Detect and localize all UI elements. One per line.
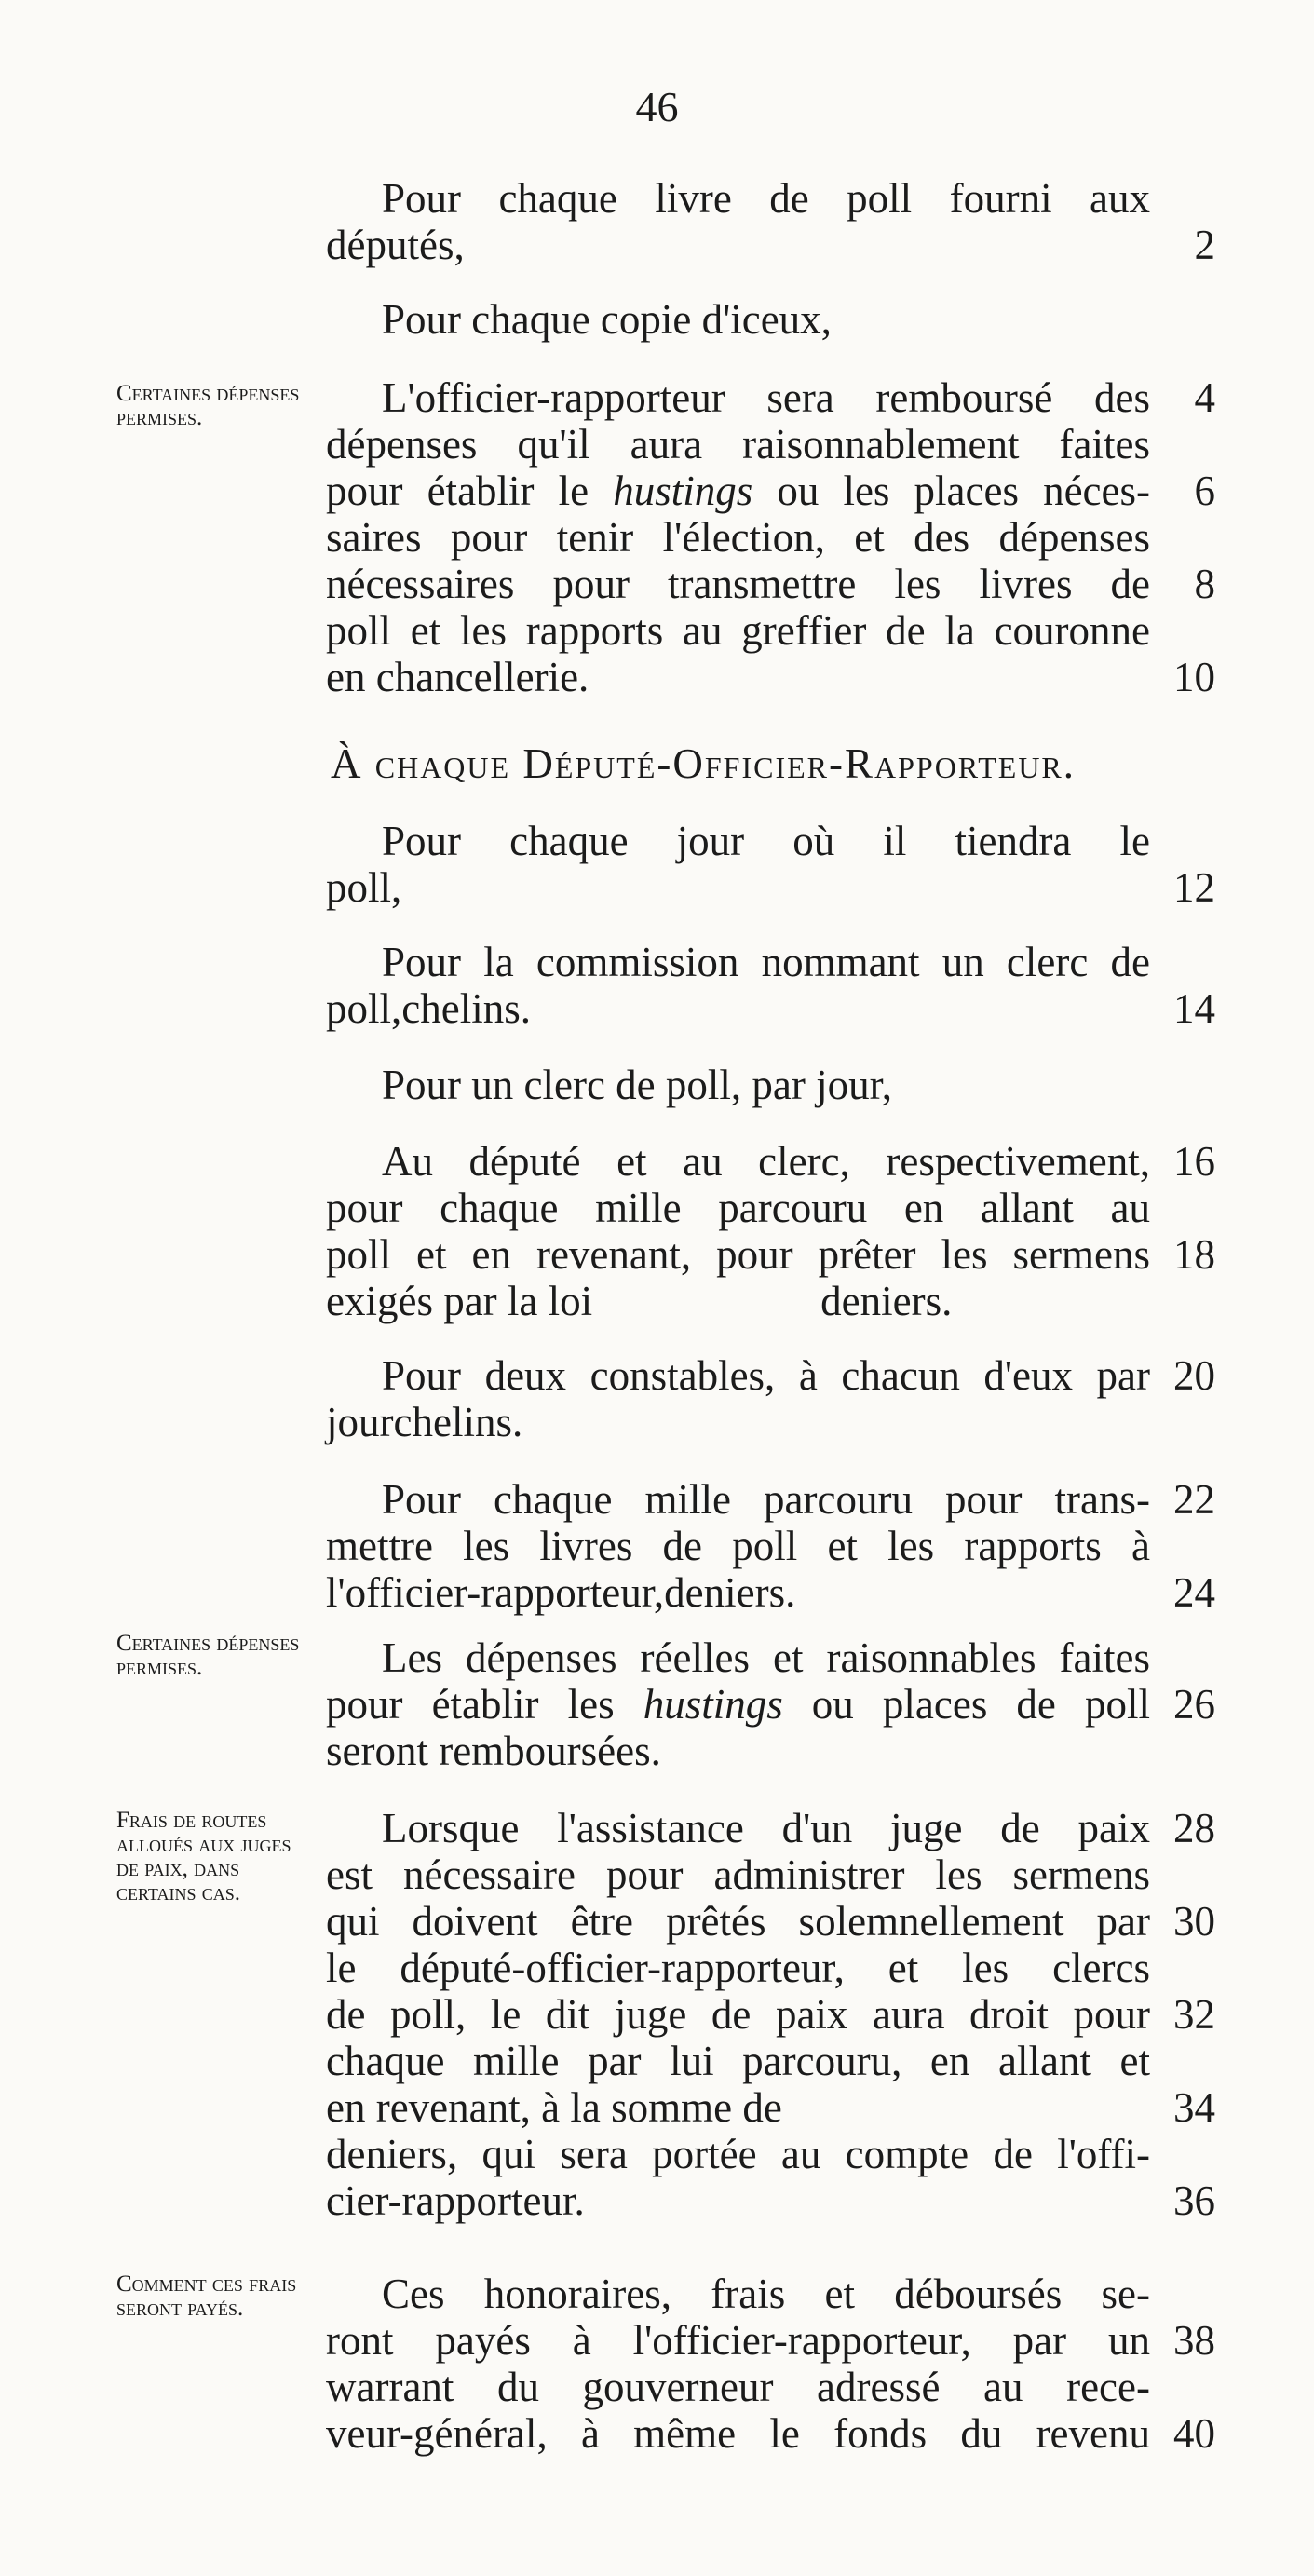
margin-note: Certaines dépenses permises.	[116, 381, 300, 430]
text-line: chaque mille par lui parcouru, en allant et	[326, 2038, 1150, 2084]
text-line: Pour chaque copie d'iceux,	[382, 296, 832, 343]
text-line	[326, 1399, 1150, 1445]
text-line: seront remboursées.	[326, 1728, 661, 1774]
italic-term: hustings	[613, 468, 753, 514]
text-line: deniers, qui sera portée au compte de l'offi-	[326, 2131, 1150, 2177]
text-line: en chancellerie.	[326, 654, 589, 700]
line-number: 22	[1173, 1476, 1215, 1523]
line-number: 20	[1173, 1352, 1215, 1399]
line-number: 14	[1173, 985, 1215, 1032]
line-number: 2	[1194, 222, 1215, 268]
text-line: Lorsque l'assistance d'un juge de paix	[382, 1805, 1150, 1851]
margin-note: Frais de routes alloués aux juges de paix, dans certains cas.	[116, 1808, 291, 1905]
line-number: 4	[1194, 374, 1215, 421]
unit-label: chelins.	[393, 1399, 523, 1445]
text-span: ou les places néces-	[752, 468, 1150, 514]
text-line: mettre les livres de poll et les rapports à	[326, 1523, 1150, 1569]
text-line	[326, 1681, 1150, 1728]
text-line: warrant du gouverneur adressé au rece-	[326, 2364, 1150, 2410]
text-span: l'officier-rapporteur,	[326, 1569, 665, 1616]
text-line	[326, 985, 1150, 1032]
text-line: poll et en revenant, pour prêter les sermens	[326, 1231, 1150, 1278]
unit-label: deniers.	[820, 1278, 953, 1324]
line-number: 16	[1173, 1138, 1215, 1185]
line-number: 36	[1173, 2177, 1215, 2224]
text-line: L'officier-rapporteur sera remboursé des	[382, 374, 1150, 421]
line-number: 38	[1173, 2317, 1215, 2364]
text-line: dépenses qu'il aura raisonnablement faites	[326, 421, 1150, 468]
text-line: qui doivent être prêtés solemnellement par	[326, 1898, 1150, 1945]
text-span: pour établir les	[326, 1681, 643, 1728]
text-line: poll et les rapports au greffier de la couronne	[326, 607, 1150, 654]
text-line: de poll, le dit juge de paix aura droit pour	[326, 1991, 1150, 2038]
text-line: Pour deux constables, à chacun d'eux par	[382, 1352, 1150, 1399]
text-span: jour	[326, 1399, 394, 1445]
section-heading: À chaque Député-Officier-Rapporteur.	[331, 740, 1077, 787]
line-number: 32	[1173, 1991, 1215, 2038]
line-number: 28	[1173, 1805, 1215, 1851]
line-number: 18	[1173, 1231, 1215, 1278]
text-line: Pour un clerc de poll, par jour,	[382, 1062, 893, 1108]
text-line: Pour chaque jour où il tiendra le	[382, 818, 1150, 864]
line-number: 10	[1173, 654, 1215, 700]
text-line: Les dépenses réelles et raisonnables faites	[382, 1634, 1150, 1681]
line-number: 8	[1194, 561, 1215, 607]
text-line: Au député et au clerc, respectivement,	[382, 1138, 1150, 1185]
text-line: Pour chaque mille parcouru pour trans-	[382, 1476, 1150, 1523]
text-span: poll,	[326, 985, 402, 1032]
text-line: députés,	[326, 222, 465, 268]
line-number: 24	[1173, 1569, 1215, 1616]
text-span: exigés par la loi	[326, 1278, 593, 1324]
text-span: pour établir le	[326, 468, 614, 514]
text-line: saires pour tenir l'élection, et des dépenses	[326, 514, 1150, 561]
text-line: pour chaque mille parcouru en allant au	[326, 1185, 1150, 1231]
text-line: est nécessaire pour administrer les sermens	[326, 1851, 1150, 1898]
text-line: en revenant, à la somme de	[326, 2084, 782, 2131]
line-number: 12	[1173, 864, 1215, 911]
text-line: veur-général, à même le fonds du revenu	[326, 2410, 1150, 2457]
line-number: 30	[1173, 1898, 1215, 1945]
italic-term: hustings	[643, 1681, 783, 1728]
text-span: ou places de poll	[782, 1681, 1150, 1728]
margin-note: Certaines dépenses permises.	[116, 1631, 300, 1680]
text-line: le député-officier-rapporteur, et les clercs	[326, 1945, 1150, 1991]
text-line: ront payés à l'officier-rapporteur, par un	[326, 2317, 1150, 2364]
text-line: poll,	[326, 864, 402, 911]
text-line: Pour la commission nommant un clerc de	[382, 939, 1150, 985]
text-line	[326, 468, 1150, 514]
text-line: Ces honoraires, frais et déboursés se-	[382, 2271, 1150, 2317]
unit-label: chelins.	[401, 985, 531, 1032]
line-number: 40	[1173, 2410, 1215, 2457]
text-line: cier-rapporteur.	[326, 2177, 585, 2224]
line-number: 34	[1173, 2084, 1215, 2131]
page-number: 46	[635, 83, 679, 130]
text-line	[326, 1278, 1150, 1324]
line-number: 26	[1173, 1681, 1215, 1728]
margin-note: Comment ces frais seront payés.	[116, 2271, 297, 2321]
text-line: Pour chaque livre de poll fourni aux	[382, 175, 1150, 222]
line-number: 6	[1194, 468, 1215, 514]
unit-label: deniers.	[664, 1569, 796, 1616]
text-line: nécessaires pour transmettre les livres de	[326, 561, 1150, 607]
text-line	[326, 1569, 1150, 1616]
